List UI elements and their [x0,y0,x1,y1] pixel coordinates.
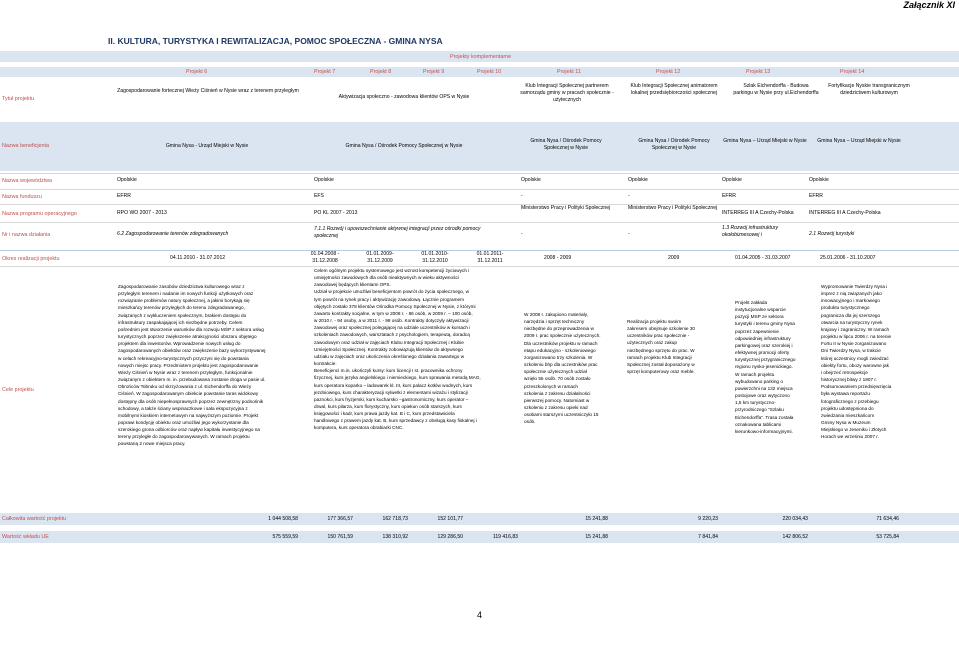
title-project-11: Klub Integracji Społecznej partnerem samorządu gminy w pracach społecznie -użytecznych [520,83,614,104]
goal-line: zawodowym oraz udział w zajęciach Klubu Integracji Społecznej i Klubie [314,339,464,345]
goal-line: 2009 r. prac społecznie użytecznych. [524,333,601,339]
beneficiary-project-13: Gmina Nysa – Urząd Miejski w Nysie [723,138,807,144]
eu-project-10: 119 416,83 [492,534,518,540]
goal-line: w celach rekreacyjno-turystycznych przyczyni się do powstania [118,355,249,361]
goal-line: Dla uczestników projektu w ramach [524,340,598,346]
total-project-8: 162 718,73 [382,516,408,522]
goal-line: oznakowana tablicami [735,421,782,427]
label-beneficiary: Nazwa beneficjenta [2,143,50,149]
goal-line: osobami starszymi uczestniczyło 15 [524,412,599,418]
period-project-14: 25.01.2006 - 31.10.2007 [820,255,876,261]
total-extra: 71 634,46 [876,516,899,522]
goal-line: szkoleniu z zakresu opieki nad [524,405,588,411]
goal-line: powierzchni na 132 miejsca [735,385,793,391]
fund-project-0: EFRR [117,193,131,199]
total-project-11: 15 241,88 [585,516,608,522]
goal-line: turystyki i terenu gminy Nysa [735,321,795,327]
fund-project-13: EFRR [722,193,736,199]
program-project-13: INTERREG III A Czechy-Polska [722,210,794,216]
goal-line: kierunkowo-informacyjnymi. [735,428,793,434]
eu-project-9: 129 286,50 [437,534,463,540]
goal-line: szkoleniu bhp dla uczestników prac [524,362,598,368]
total-project-14: 220 034,43 [782,516,808,522]
goal-line: szkolenia z zakresu działalności [524,390,591,396]
period-project-8: 01.01.2009- 31.12.2009 [366,251,394,265]
attachment-label: Załącznik XI [903,0,955,10]
goal-line: niezbędnego sprzętu do prac. W [627,347,695,353]
goal-line: szerokiego grona odbiorców oraz napływ kapitału inwestycyjnego na [118,427,261,433]
total-project-9: 152 101,77 [437,516,463,522]
fund-project-11: - [521,193,523,199]
fund-project-6: EFS [314,193,324,199]
header-project-10: Projekt 10 [477,69,502,75]
goal-line: poprzez zapewnienie [735,328,780,334]
goal-line: Udział w projekcie umożliwi beneficjentom powrót do życia społecznego, w [314,289,470,295]
goal-line: przeszkolonych w ramach [524,383,578,389]
goal-line: rozwiązanie problemów natury społecznej, a jakimi borykają się [118,298,250,304]
fund-project-14: EFRR [809,193,823,199]
goal-line: imprez z nią związanych jako [821,291,882,297]
goal-line: instytucjonalne wsparcie [735,307,786,313]
label-period: Okres realizacji projektu [2,256,60,262]
header-project-6: Projekt 6 [186,69,208,75]
label-program: Nazwa programu operacyjnego [2,211,77,217]
voivodeship-project-12: Opolskie [628,177,648,183]
goal-line: Zagospodarowanie zasobów dziedzictwa kulturowego wraz z [118,284,245,289]
goal-line: otwarcia na turystyczny rynek [821,319,883,325]
goal-line: paznokci, kurs fryzjerski, kurs kucharsko –gastronomiczny, kurs operator – [314,396,469,402]
goal-line: narzędzia i sprzęt techniczny [524,319,585,325]
goal-line: niezbędne do przeprowadzenia w [524,326,594,332]
goal-line: zagospodarowanych obiektów oraz zwiększenie bazy wykorzystywanej [118,348,266,354]
program-project-0: RPO WO 2007 - 2013 [117,210,167,216]
goal-line: regionu nysko-jesenickiego. [735,364,793,370]
beneficiary-project-0: Gmina Nysa - Urząd Miejski w Nysie [165,143,249,149]
program-project-11: Ministerstwo Pracy i Polityki Społecznej [521,205,611,211]
goal-line: związanych z wykluczeniem społecznym, brakiem dostępu do [118,312,247,318]
goal-line: fotograficznego z przebiegu [821,398,879,404]
fund-project-12: - [628,193,630,199]
goals-project-12 [627,318,727,375]
goal-line: schodowy, a także ściany wspinaczkowe i sala ekspozycyjna z [118,405,248,411]
goal-line: Obrońców Tobruku od skrzyżowania z ul. Eichendorffa do Wieży [118,384,252,390]
eu-project-14: 142 806,52 [782,534,808,540]
goal-line: pośrednim jest stworzenie warunków dla rozwoju MŚP z sektora usług [118,326,264,332]
title-project-0: Zagospodarowanie fortecznej Wieży Ciśnień w Nysie wraz z terenem przyległym [117,88,299,94]
goal-line: W ramach projektu [735,371,775,377]
goal-line: umiejętności zawodowych dla osób nieaktywnych w wieku aktywności [314,275,459,281]
goal-line: była wystawa reportażu [821,391,870,397]
goal-line: zawodowej oraz społecznej polegającej na udziale uczestników w kursach i [314,325,471,331]
period-project-12: 2009 [668,255,680,261]
program-project-6: PO KL 2007 - 2013 [314,210,358,216]
voivodeship-project-0: Opolskie [117,177,137,183]
header-project-7: Projekt 7 [314,69,336,75]
header-project-13: Projekt 13 [746,69,771,75]
page-title: II. KULTURA, TURYSTYKA I REWITALIZACJA, POMOC SPOŁECZNA - GMINA NYSA [108,36,443,46]
header-project-12: Projekt 12 [656,69,681,75]
goal-line: społecznie użytecznych udział [524,369,587,375]
goal-line: zawarto kontrakty socjalne, w tym w 2008 r. - 86 osób, w 2009 r. – 100 osób, [314,310,473,316]
goal-line: tym powrót na rynek pracy i aktywizację zawodową. Łącznie programem [314,296,465,302]
header-project-14: Projekt 14 [840,69,865,75]
label-eu: Wartość wkładu UE [2,534,49,540]
goal-line: Projekt zakłada [735,300,768,305]
goal-line: efektywnej promocji oferty [735,350,790,356]
goal-line: kontrakcie. [314,361,337,367]
goal-line: Podsumowaniem przedsięwzięcia [821,384,892,390]
goal-line: użytecznych oraz zakup [627,340,678,346]
label-title: Tytuł projektu [2,96,35,102]
goal-line: poprawi kondycję obiektu oraz umożliwi jego wykorzystanie dla [118,419,249,425]
title-project-6: Aktywizacja społeczno - zawodowa klientów OPS w Nysie [338,94,470,100]
goal-line: i obejrzeć retrospekcje [821,369,868,375]
goal-line: Społecznej został doposażony w [627,361,695,367]
goal-line: odpowiedniej infrastruktury [735,335,791,341]
beneficiary-project-11: Gmina Nysa / Ośrodek Pomocy Społecznej w Nysie [530,138,602,152]
goal-line: projektem dla inwestorów. Wprowadzenie nowych usług do [118,341,241,347]
goal-line: zawodowej będących klientami OPS. [314,282,391,288]
label-total: Całkowita wartość projektu [2,516,67,522]
goal-line: związanym z obiektem m. in. przebudowana zostanie droga w pasie ul. [118,377,266,383]
goals-project-14 [821,283,917,440]
goal-line: produktu turystycznego [821,305,870,311]
goal-line: Celem ogólnym projektu systemowego jest wzrost kompetencji życiowych i [314,268,470,273]
goal-line: Umiejętności Społecznej. Kontrakty zobowiązują klientów do aktywnego [314,346,464,352]
period-project-9: 01.01.2010- 31.12.2010 [421,251,449,265]
action-project-11: - [521,231,523,237]
goal-line: udziału w zajęciach oraz ukończenia określonego działania zawartego w [314,353,465,359]
goal-line: parkingowej oraz szerokiej i [735,342,793,348]
goal-line: 1,5 km turystyczno- [735,400,776,406]
goal-line: Realizacja projektu swoim [627,319,682,324]
goal-line: Eichendorffa". Trasa została [735,414,794,420]
title-project-12: Klub Integracji Społecznej animatorem lokalnej przedsiębiorczości społecznej [630,83,718,97]
goal-line: przyległym terenem i nadanie im nowych funkcji użytkowych oraz [118,291,254,297]
goal-line: drwal, kurs pilarza, kurs florystyczny, kurs opiekun osób starszych, kurs [314,403,462,409]
voivodeship-project-14: Opolskie [809,177,829,183]
action-project-13: 1.3 Rozwój infrastruktury okołobiznesowej i [722,225,779,239]
goal-line: mieszkańcy terenów przyległych do terenu zdegradowanego, [118,305,245,311]
goal-line: dostępny dla osób niepełnosprawnych poprzez zewnętrzny podnośnik [118,398,264,404]
goal-line: księgowości i kadr, kurs prawa jazdy kat. B i C, kurs przedstawiciela [314,411,455,417]
action-project-0: 6.2 Zagospodarowanie terenów zdegradowanych [117,231,229,237]
goal-line: uczestników prac społecznie - [627,333,690,339]
goal-line: ramach projektu Klub Integracji [627,354,692,360]
voivodeship-project-13: Opolskie [722,177,742,183]
eu-project-11: 15 241,88 [585,534,608,540]
header-project-9: Projekt 9 [423,69,445,75]
goal-line: wybudowano parking o [735,378,783,384]
goal-line: powstaną 2 nowe miejsca pracy. [118,441,186,447]
beneficiary-project-14: Gmina Nysa – Urząd Miejski w Nysie [817,138,901,144]
header-project-11: Projekt 11 [557,69,581,75]
goal-line: wzięło 55 osób. 70 osób zostało [524,376,591,382]
title-project-14: Fortyfikacje Nyskie transgranicznym dziedzictwem kulturowym [828,83,910,97]
voivodeship-project-6: Opolskie [314,177,334,183]
goal-line: pierwszej pomocy. Natomiast w [524,397,590,403]
goal-line: handlowego z prawem jazdy kat. B, kurs sprzedawcy z obsługą kasy fiskalnej i [314,418,477,424]
total-project-0: 1 044 508,58 [268,516,298,522]
goal-line: postojowe oraz wytyczono [735,393,790,399]
goals-project-0 [118,283,308,448]
total-band [0,513,959,525]
goal-line: przyrodniczego "Szlaku [735,407,784,413]
page-number: 4 [477,610,483,620]
goal-line: komputera, kurs operatora obrabiarki CNC. [314,425,404,431]
goal-line: tereny przyległe do zagospodarowywanych. W ramach projektu [118,434,250,440]
eu-project-13: 7 841,84 [698,534,718,540]
eu-project-0: 575 559,59 [272,534,298,540]
label-action: Nr i nazwa działania [2,232,51,238]
voivodeship-project-11: Opolskie [521,177,541,183]
period-project-7: 01.04.2008 - 31.12.2008 [310,251,340,265]
goal-line: szkoleniach zawodowych, warsztatach z psychologiem, terapeutą, doradcą [314,332,470,338]
goal-line: turystycznej przygranicznego [735,357,796,363]
beneficiary-project-6: Gmina Nysa / Ośrodek Pomocy Społecznej w Nysie [345,143,463,149]
goal-line: pogranicza dla jej szerszego [821,312,881,318]
beneficiary-project-12: Gmina Nysa / Ośrodek Pomocy Społecznej w Nysie [638,138,710,152]
goal-line: infrastruktury zaspakajającej ich niezbędne potrzeby. Celem [118,319,243,325]
goal-line: Wypromowanie Twierdzy Nysa i [821,284,888,289]
separator [0,189,959,190]
period-project-11: 2008 - 2009 [544,255,572,261]
goal-line: objętych zostało 378 klientów Ośrodka Pomocy Społecznej w Nysie, z którymi [314,303,476,309]
goal-line: której uczestnicy mogli zwiedzać [821,355,889,361]
label-voivodeship: Nazwa województwa [2,178,53,184]
total-project-7: 177 366,57 [327,516,353,522]
label-goals: Cele projektu [2,387,34,393]
goal-line: Fortu II w Nysie zorganizowano [821,341,887,347]
goal-line: w 2010 r. - 94 osoby, a w 2011 r. - 98 osób. Kontrakty dotyczyły aktywizacji [314,318,469,324]
eu-extra: 53 725,84 [876,534,899,540]
title-project-13: Szlak Eichendorffa - Budowa parkingu w Nysie przy ul.Eichendorffa [733,83,819,97]
goal-line: fizycznej, kurs języka angielskiego i niemieckiego, kurs sprawania metodą MAG, [314,375,481,381]
total-project-13: 9 220,23 [698,516,718,522]
goal-line: osób. [524,419,536,425]
goal-line: Wieży Ciśnień w Nysie wraz z terenem przyległym, funkcjonalnie [118,369,253,375]
separator [0,222,959,223]
period-project-0: 04.11.2010 - 31.07.2012 [170,255,226,261]
goals-project-11 [524,311,624,426]
separator [0,204,959,205]
goal-line: W 2008 r. zakupiono materiały, [524,312,589,317]
complementary-label: Projekty komplementarne [450,54,512,60]
goal-line: innowacyjnego i markowego [821,298,880,304]
goal-line: mobilnymi kioskiem internetowym na najwyższym poziomie. Projekt [118,412,259,418]
goal-line: etapu edukacyjno - szkoleniowego [524,347,596,353]
goal-line: krajowy i zagraniczny. W ramach [821,326,890,332]
header-project-8: Projekt 8 [370,69,392,75]
goal-line: kurs operatora koparko – ładowarek kl. III, kurs palacz kotłów wodnych, kurs [314,382,473,388]
action-project-14: 2.1 Rozwój turystyki [809,231,855,237]
goal-line: Dni Twierdzy Nysa, w trakcie [821,348,881,354]
goal-line: projektu w lipcu 2006 r. na terenie [821,334,892,340]
goal-line: turystycznych poprzez zwiększenie atrakcyjności obszaru objętego [118,334,257,340]
program-project-12: Ministerstwo Pracy i Polityki Społecznej [628,205,718,211]
goals-project-6 [314,267,522,432]
action-project-12: - [628,231,630,237]
action-project-6: 7.1.1 Rozwój i upowszechnianie aktywnej integracji przez ośrodki pomocy społecznej [314,226,481,240]
goal-line: Gminy Nysa w Muzeum [821,419,871,425]
period-project-13: 01.04.2005 - 31.03.2007 [735,255,791,261]
goals-project-13 [735,299,819,435]
goal-line: historycznej bitwy z 1807 r. [821,377,878,383]
goal-line: zakresem obejmuje szkolenie 30 [627,326,696,332]
goal-line: Miejskiego w Jeseniku i Złotych [821,427,887,433]
goal-line: Horach we wrześniu 2007 r. [821,434,879,440]
goal-line: zwiedzania mieszkańcom [821,412,875,418]
label-fund: Nazwa funduszu [2,194,42,200]
goal-line: sprzęt komputerowy oraz meble. [627,369,695,375]
goal-line: jezdniowego, kurs charakteryzacji sylwetki z elementami wizażu i stylizacji [314,389,468,395]
program-project-14: INTERREG III A Czechy-Polska [809,210,881,216]
period-project-10: 01.01.2011- 31.12.2011 [476,251,504,265]
separator [0,173,959,174]
eu-project-8: 138 310,92 [382,534,408,540]
goal-line: Ciśnień. W zagospodarowanym obiekcie powstanie taras widokowy [118,391,259,397]
goal-line: nowych miejsc pracy. Przedmiotem projektu jest zagospodarowanie [118,362,259,368]
eu-project-7: 150 761,59 [327,534,353,540]
goal-line: zorganizowano trzy szkolenia. W [524,354,593,360]
goal-line: Beneficjenci m.in. ukończyli kursy: kurs licencji I st. pracownika ochrony [314,368,463,374]
goal-line: obiekty fortu, obozy warowne jak [821,362,890,368]
goal-line: pozycji MSP ze sektora [735,314,784,320]
goal-line: projektu udostępniona do [821,405,874,411]
